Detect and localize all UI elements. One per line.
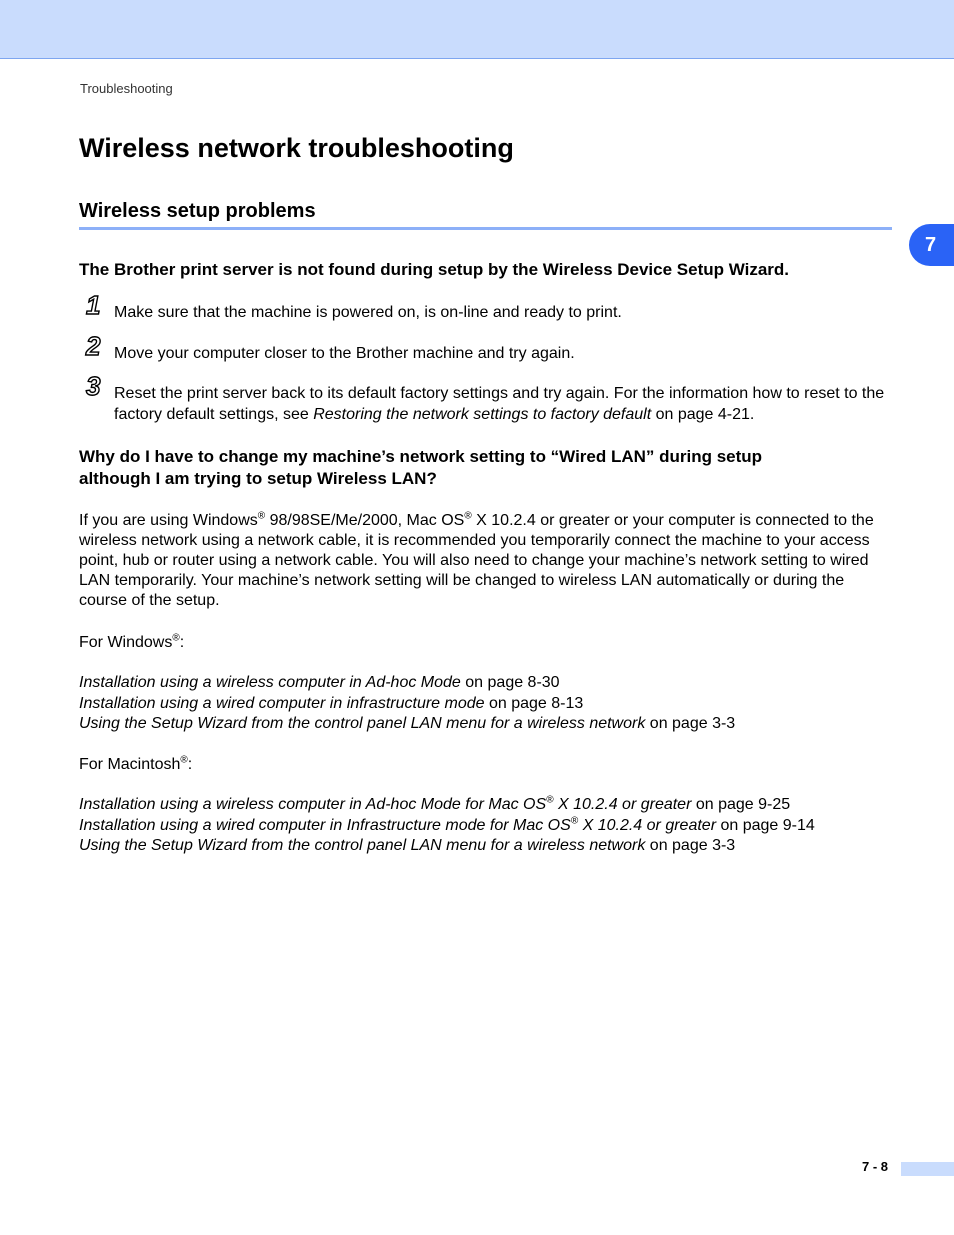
windows-label: For Windows®: xyxy=(79,632,185,651)
cross-reference-link[interactable]: Using the Setup Wizard from the control panel LAN menu for a wireless network xyxy=(79,837,646,854)
step-number: 1 xyxy=(86,290,101,320)
list-item: Installation using a wireless computer in Ad-hoc Mode for Mac OS® X 10.2.4 or greater on page 9-25 xyxy=(79,794,791,813)
list-item: Using the Setup Wizard from the control panel LAN menu for a wireless network on page 3-3 xyxy=(79,715,736,732)
cross-reference-link[interactable]: Using the Setup Wizard from the control panel LAN menu for a wireless network xyxy=(79,715,646,732)
subsection-heading-wired-lan: Why do I have to change my machine’s network setting to “Wired LAN” during setup although I am trying to setup Wireless LAN? xyxy=(79,447,763,488)
cross-reference-link[interactable]: Installation using a wireless computer in Ad-hoc Mode for Mac OS® X 10.2.4 or greater xyxy=(79,794,692,813)
step-text: Make sure that the machine is powered on, is on-line and ready to print. xyxy=(114,304,622,321)
step-number: 2 xyxy=(86,331,101,361)
chapter-tab[interactable]: 7 xyxy=(909,224,954,266)
cross-reference-link[interactable]: Restoring the network settings to factory default xyxy=(313,406,652,423)
section-title: Wireless setup problems xyxy=(79,200,316,222)
page-title: Wireless network troubleshooting xyxy=(79,133,514,163)
list-item: Installation using a wired computer in infrastructure mode on page 8-13 xyxy=(79,694,584,712)
body-paragraph: If you are using Windows® 98/98SE/Me/2000, Mac OS® X 10.2.4 or greater or your computer is connected to the wireless network using a network cable, it is recommended you temporarily connect the machine to your access point, hub or router using a network cable. You will also need to change your machine’s network setting to wired LAN temporarily. Your machine’s network setting will be changed to wireless LAN automatically or during the course of the setup. xyxy=(79,510,874,609)
footer-band xyxy=(901,1162,954,1176)
running-header: Troubleshooting xyxy=(80,81,173,96)
step-number: 3 xyxy=(86,371,101,401)
macintosh-links-list xyxy=(79,795,892,857)
cross-reference-link[interactable]: Installation using a wired computer in infrastructure mode xyxy=(79,694,485,712)
list-item: Installation using a wired computer in Infrastructure mode for Mac OS® X 10.2.4 or greater on page 9-14 xyxy=(79,815,815,834)
cross-reference-link[interactable]: Installation using a wired computer in Infrastructure mode for Mac OS® X 10.2.4 or greater xyxy=(79,815,717,834)
step-2 xyxy=(86,331,892,364)
list-item: Installation using a wireless computer in Ad-hoc Mode on page 8-30 xyxy=(79,674,560,691)
step-text: Reset the print server back to its default factory settings and try again. For the information how to reset to the factory default settings, see Restoring the network settings to factory default on page 4-21. xyxy=(114,385,885,423)
page-number: 7 - 8 xyxy=(862,1159,889,1174)
windows-links-list xyxy=(79,673,892,735)
step-3 xyxy=(86,371,892,425)
step-1 xyxy=(86,290,892,323)
step-text: Move your computer closer to the Brother machine and try again. xyxy=(114,345,575,362)
cross-reference-link[interactable]: Installation using a wireless computer in Ad-hoc Mode xyxy=(79,674,461,691)
macintosh-label: For Macintosh®: xyxy=(79,754,193,773)
section-divider xyxy=(79,227,892,230)
subsection-heading-print-server: The Brother print server is not found during setup by the Wireless Device Setup Wizard. xyxy=(79,260,790,279)
list-item: Using the Setup Wizard from the control panel LAN menu for a wireless network on page 3-3 xyxy=(79,837,736,854)
header-band xyxy=(0,0,954,59)
